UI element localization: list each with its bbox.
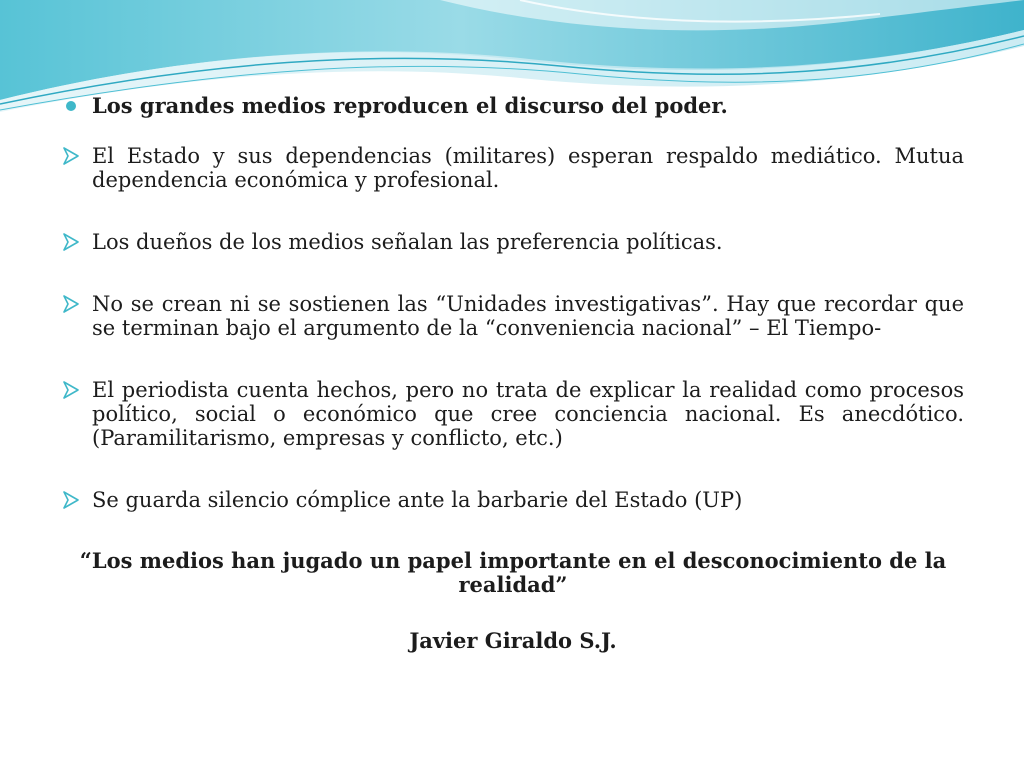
bullet-item-6 [62,488,964,512]
bullet-list [62,94,964,653]
arrow-bullet-icon [62,147,80,165]
bullet-text-4: No se crean ni se sostienen las “Unidades investigativas”. Hay que recordar que se terminan bajo el argumento de la “conveniencia nacional” – El Tiempo- [92,292,964,340]
bullet-item-3 [62,230,964,254]
dot-bullet-icon [66,101,76,111]
bullet-item-4 [62,292,964,340]
arrow-bullet-icon [62,491,80,509]
bullet-item-5 [62,378,964,450]
bullet-text-6: Se guarda silencio cómplice ante la barbarie del Estado (UP) [92,488,743,512]
arrow-bullet-icon [62,381,80,399]
bullet-item-2 [62,144,964,192]
bullet-text-3: Los dueños de los medios señalan las preferencia políticas. [92,230,723,254]
bullet-text-1: Los grandes medios reproducen el discurso del poder. [92,93,728,118]
quote-text: “Los medios han jugado un papel importante en el desconocimiento de la realidad” [79,548,947,597]
bullet-item-1 [62,94,964,118]
arrow-bullet-icon [62,233,80,251]
quote-author: Javier Giraldo S.J. [409,628,617,653]
arrow-bullet-icon [62,295,80,313]
bullet-text-2: El Estado y sus dependencias (militares) esperan respaldo mediático. Mutua dependencia económica y profesional. [92,144,964,192]
bullet-text-5: El periodista cuenta hechos, pero no trata de explicar la realidad como procesos político, social o económico que cree conciencia nacional. Es anecdótico. (Paramilitarismo, empresas y conflicto, etc.) [92,378,964,450]
